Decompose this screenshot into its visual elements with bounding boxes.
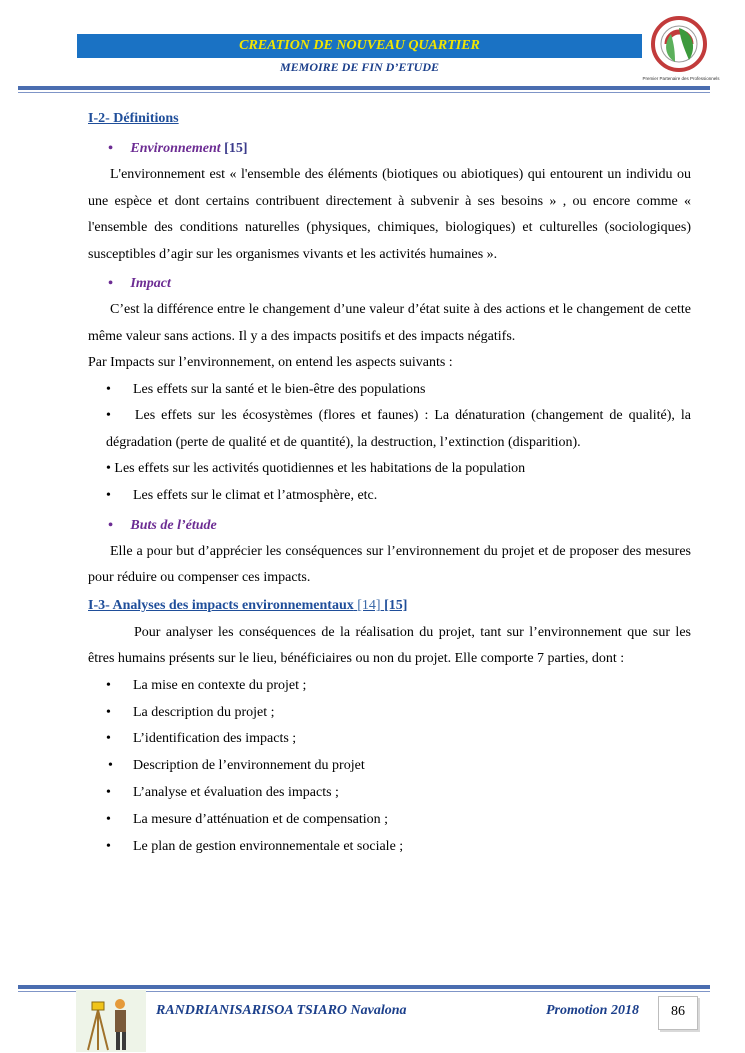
footer-author: RANDRIANISARISOA TSIARO Navalona <box>156 1003 407 1018</box>
env-label: Environnement <box>130 141 221 156</box>
page-number: 86 <box>658 996 698 1030</box>
section-title-definitions: I-2- Définitions <box>88 111 179 126</box>
header-subtitle: MEMOIRE DE FIN D’ETUDE <box>279 60 440 74</box>
impact-label: Impact <box>130 276 171 291</box>
list-item: • Les effets sur la santé et le bien-être des populations <box>106 381 426 397</box>
subheading-environnement: • Environnement [15] <box>108 141 248 156</box>
list-item: • Les effets sur le climat et l’atmosphère, etc. <box>106 488 378 504</box>
buts-label: Buts de l’étude <box>130 517 217 533</box>
surveyor-image <box>76 990 146 1052</box>
impact-paragraph: C’est la différence entre le changement d’une valeur d’état suite à des actions et le changement de cette même valeur sans actions. Il y a des impacts positifs et des impacts négatifs. <box>88 302 691 344</box>
section-title-analyses: I-3- Analyses des impacts environnementaux [14] [15] <box>88 597 408 613</box>
header-title: CREATION DE NOUVEAU QUARTIER <box>77 34 642 58</box>
page-body <box>88 108 691 860</box>
institution-logo <box>641 14 721 86</box>
s2-ref1: [14] <box>357 597 381 613</box>
list-item: • La description du projet ; <box>106 704 275 720</box>
s2-ref2: [15] <box>384 597 408 613</box>
header-rule <box>18 86 710 93</box>
list-item: • Description de l’environnement du projet <box>108 758 365 774</box>
list-item: • La mesure d’atténuation et de compensation ; <box>106 811 389 827</box>
analyses-paragraph: Pour analyser les conséquences de la réalisation du projet, tant sur l’environnement que sur les êtres humains présents sur le lieu, bénéficiaires ou non du projet. Elle comporte 7 parties, dont : <box>88 624 691 667</box>
list-item: • L’analyse et évaluation des impacts ; <box>106 785 339 801</box>
subheading-impact: • Impact <box>108 276 171 291</box>
list-item: • L’identification des impacts ; <box>106 731 297 747</box>
footer-promotion: Promotion 2018 <box>546 1003 639 1018</box>
logo-caption: Premier Partenaire des Professionnels <box>642 76 720 81</box>
list-item: • Les effets sur les activités quotidiennes et les habitations de la population <box>106 461 526 477</box>
list-item: • Le plan de gestion environnementale et sociale ; <box>106 838 404 854</box>
env-ref: [15] <box>224 141 248 156</box>
list-item: • Les effets sur les écosystèmes (flores et faunes) : La dénaturation (changement de qualité), la dégradation (perte de qualité et de quantité), la destruction, l’extinction (disparition). <box>106 408 691 450</box>
buts-paragraph: Elle a pour but d’apprécier les conséquences sur l’environnement du projet et de proposer des mesures pour réduire ou compenser ces impacts. <box>88 543 691 586</box>
env-paragraph: L'environnement est « l'ensemble des éléments (biotiques ou abiotiques) qui entourent un individu ou une espèce et dont certains contribuent directement à subvenir à ses besoins » , ou encore comme « l'ensemble des conditions naturelles (physiques, chimiques, biologiques) et culturelles (sociologiques) susceptibles d’agir sur les organismes vivants et les activités humaines ». <box>88 167 691 262</box>
list-item: • La mise en contexte du projet ; <box>106 677 307 693</box>
surveyor-bg <box>76 990 146 1052</box>
impact-intro: Par Impacts sur l’environnement, on entend les aspects suivants : <box>88 355 453 370</box>
subheading-buts: • Buts de l’étude <box>108 517 217 533</box>
